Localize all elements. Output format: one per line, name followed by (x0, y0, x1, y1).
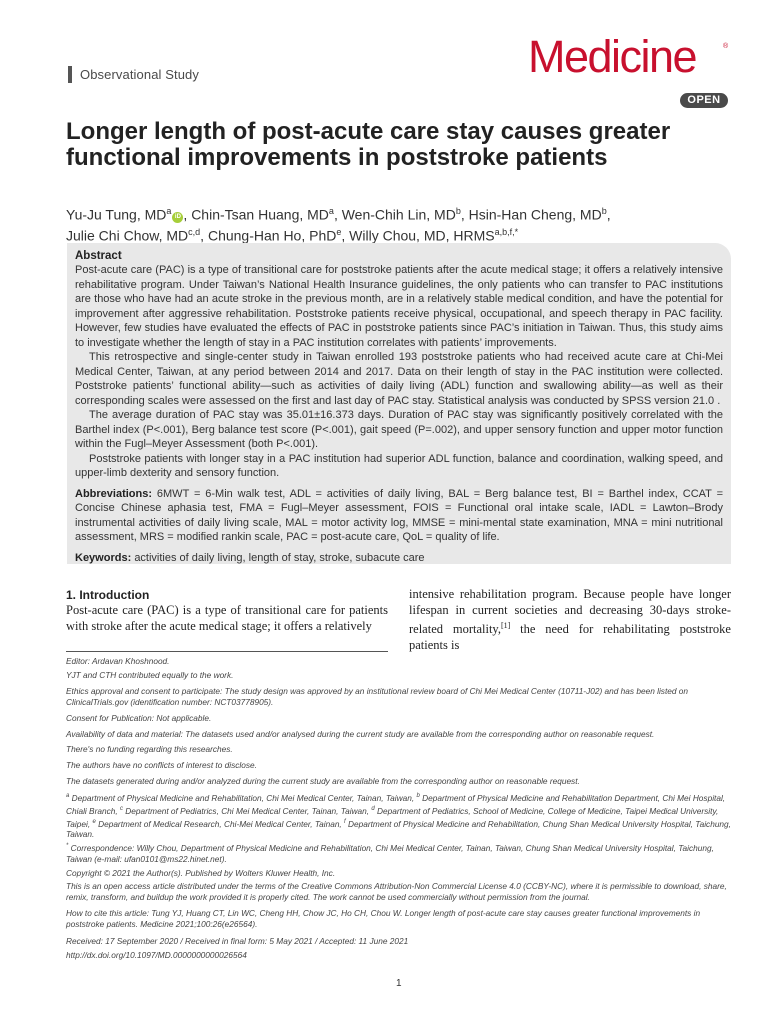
footnote-citation: How to cite this article: Tung YJ, Huang CT, Lin WC, Cheng HH, Chow JC, Ho CH, Chou W. Longer length of post-acute care stay causes greater functional improvements in poststroke patients. Medicine 2021;100:26(e26564). (66, 908, 701, 929)
author-affiliation: a (328, 206, 334, 216)
footnote-divider (66, 651, 388, 652)
affiliation-text: Department of Pediatrics, School of Medicine, College of Medicine, Taipei Medical University, Taipei, (66, 805, 719, 829)
affiliation-mark: a (66, 793, 70, 799)
author-list (66, 203, 726, 244)
abstract-background: Post-acute care (PAC) is a type of transitional care for poststroke patients after the acute medical stage; it offers a relatively intensive rehabilitative program. Under Taiwan’s National Health Insurance guidelines, the only patients who can transfer to PAC institutions are those who have had an acute stroke in the previous month, are in a relatively stable medical condition, and have the potential for improvement after aggressive rehabilitation. Poststroke patients receive physical, occupational, and speech therapy in PAC facility. However, few studies have evaluated the effects of PAC in poststroke patients since PAC’s initiation in Taiwan. Thus, this study aims to investigate whether the length of stay in a PAC institution correlates with patients’ improvements. (75, 264, 723, 349)
orcid-icon[interactable]: iD (172, 212, 183, 223)
abstract-conclusion: Poststroke patients with longer stay in a PAC institution had superior ADL function, balance and coordination, walking speed, and upper-limb dexterity and sensory function. (75, 452, 723, 479)
introduction-right-column (409, 586, 731, 653)
journal-logo: Medicine (528, 31, 697, 82)
author-affiliation: b (601, 206, 607, 216)
page-number: 1 (396, 978, 402, 989)
correspondence-text[interactable]: Correspondence: Willy Chou, Department of Physical Medicine and Rehabilitation, Chi Mei Medical Center, Tainan, Taiwan, Chung Shan Medical University Hospital, Taichung, Taiwan (e-mail: ufan0101@ms22.hinet.net). (66, 842, 714, 864)
introduction-heading: 1. Introduction (66, 588, 150, 602)
author-name[interactable]: Julie Chi Chow, MD (66, 227, 189, 244)
author-name[interactable]: Wen-Chih Lin, MD (341, 206, 456, 223)
footnote-dates: Received: 17 September 2020 / Received in final form: 5 May 2021 / Accepted: 11 June 2021 (66, 936, 409, 946)
author-separator: , (460, 206, 469, 223)
footnote-funding: There's no funding regarding this researches. (66, 744, 233, 754)
abstract-heading: Abstract (75, 250, 122, 262)
footnote-availability: Availability of data and material: The datasets used and/or analysed during the current study are available from the corresponding author on reasonable request. (66, 729, 655, 739)
abstract-results: The average duration of PAC stay was 35.01±16.373 days. Duration of PAC stay was significantly positively correlated with the Barthel index (P<.001), Berg balance test score (P<.001), gait speed (P=.002), and upper sensory function and upper motor function within the Fugl–Meyer Assessment (both P<.001). (75, 409, 723, 450)
doi-link[interactable]: http://dx.doi.org/10.1097/MD.0000000000026564 (66, 950, 247, 960)
author-name[interactable]: Yu-Ju Tung, MD (66, 206, 167, 223)
abbreviations-label: Abbreviations: (75, 487, 153, 500)
author-affiliation: c,d (188, 226, 201, 237)
abbreviations (75, 487, 723, 545)
author-separator: , (200, 227, 208, 244)
affiliation-text: Department of Physical Medicine and Rehabilitation, Chi Mei Medical Center, Tainan, Taiwan, (69, 792, 417, 803)
footnote-copyright: Copyright © 2021 the Author(s). Published by Wolters Kluwer Health, Inc. (66, 868, 336, 878)
author-separator: , (333, 206, 342, 223)
registered-mark: ® (723, 43, 729, 50)
author-affiliation: a,b,f,* (494, 226, 519, 237)
keywords (75, 551, 723, 565)
footnote-affiliations (66, 791, 731, 840)
affiliation-mark: c (119, 805, 123, 812)
affiliation-mark: b (416, 793, 420, 799)
footnote-correspondence (66, 841, 731, 865)
footnote-datasets: The datasets generated during and/or analyzed during the current study are available from the corresponding author on reasonable request. (66, 776, 580, 786)
abstract-box (67, 243, 731, 564)
correspondence-mark: * (66, 843, 69, 849)
author-name[interactable]: Chung-Han Ho, PhD (207, 227, 337, 244)
affiliation-text: Department of Physical Medicine and Rehabilitation, Chung Shan Medical University Hospital, Taichung, Taiwan. (66, 818, 731, 840)
author-name[interactable]: Hsin-Han Cheng, MD (468, 206, 602, 223)
author-name[interactable]: Chin-Tsan Huang, MD (191, 206, 329, 223)
affiliation-text: Department of Medical Research, Chi-Mei Medical Center, Tainan, (95, 818, 345, 829)
article-title: Longer length of post-acute care stay causes greater functional improvements in poststroke patients (66, 118, 671, 171)
affiliation-mark: d (371, 805, 375, 812)
intro-text-b: the need for rehabilitating poststroke patients is (409, 622, 731, 653)
footnote-conflicts: The authors have no conflicts of interest to disclose. (66, 760, 257, 770)
intro-text-a: intensive rehabilitation program. Because people have longer lifespan in current societies and decreasing 30-days stroke-related mortality, (409, 587, 731, 637)
reference-link[interactable]: [1] (500, 621, 511, 630)
author-affiliation: b (455, 206, 461, 216)
author-separator: , (341, 227, 350, 244)
affiliation-mark: f (344, 818, 346, 825)
keywords-text: activities of daily living, length of stay, stroke, subacute care (134, 551, 425, 564)
open-access-badge: OPEN (680, 93, 728, 108)
footnote-consent: Consent for Publication: Not applicable. (66, 713, 212, 723)
author-name[interactable]: Willy Chou, MD, HRMS (349, 227, 495, 244)
affiliation-mark: e (92, 818, 96, 825)
affiliation-text: Department of Pediatrics, Chi Mei Medical Center, Tainan, Taiwan, (122, 805, 372, 816)
author-affiliation: a (166, 206, 172, 216)
footnote-license: This is an open access article distributed under the terms of the Creative Commons Attribution-Non Commercial License 4.0 (CCBY-NC), where it is permissible to download, share, remix, transform, and buildup the work provided it is properly cited. The work cannot be used commercially without permission from the journal. (66, 881, 727, 902)
introduction-left-column: Post-acute care (PAC) is a type of transitional care for patients with stroke after the acute medical stage; it offers a relatively (66, 603, 388, 633)
author-separator: , (606, 206, 611, 223)
abstract-methods: This retrospective and single-center study in Taiwan enrolled 193 poststroke patients who had received acute care at Chi-Mei Medical Center, Taiwan, at any period between 2014 and 2017. Data on their length of stay in the PAC institution were collected. Poststroke patients’ functional ability—such as activities of daily living (ADL) function and swallowing ability—as well as their corresponding scales were assessed on the first and last day of PAC stay. Statistical analysis was conducted by SPSS version 21.0 . (75, 351, 723, 407)
footnote-equal-contribution: YJT and CTH contributed equally to the work. (66, 670, 234, 680)
section-label: Observational Study (68, 66, 199, 83)
footnote-editor: Editor: Ardavan Khoshnood. (66, 656, 170, 666)
author-line-2 (66, 224, 726, 245)
footnote-ethics: Ethics approval and consent to participate: The study design was approved by an institutional review board of Chi Mei Medical Center (10711-J02) and has been listed on ClinicalTrials.gov (identification number: NCT03778905). (66, 686, 689, 707)
author-separator: , (183, 206, 192, 223)
abbreviations-text: 6MWT = 6-Min walk test, ADL = activities of daily living, BAL = Berg balance test, BI = Barthel index, CCAT = Concise Chinese aphasia test, FMA = Fugl–Meyer assessment, FOIS = Functional oral intake scale, IADL = Lawton–Brody instrumental activities of daily living scale, MAL = motor activity log, MMSE = mini-mental state examination, MNA = mini nutritional assessment, MRS = modified rankin scale, PAC = post-acute care, QoL = quality of life. (75, 487, 723, 543)
author-affiliation: e (336, 226, 342, 237)
keywords-label: Keywords: (75, 551, 132, 564)
author-line-1 (66, 203, 726, 224)
affiliation-text: Department of Physical Medicine and Rehabilitation Department, Chi Mei Hospital, Chiali Branch, (66, 792, 726, 816)
